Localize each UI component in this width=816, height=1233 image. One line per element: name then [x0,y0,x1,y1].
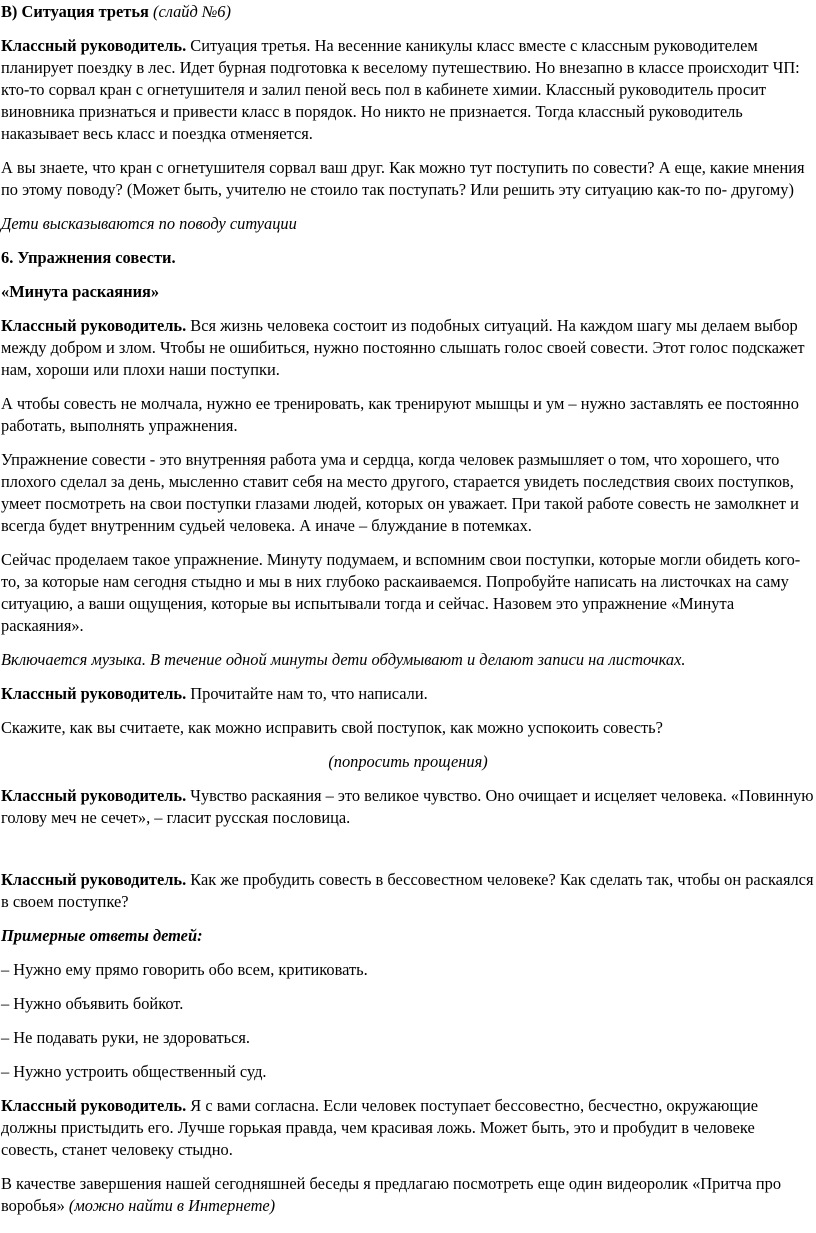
situation-heading [1,1,815,23]
paragraph-agree [1,1095,815,1161]
paragraph-situation [1,35,815,145]
paragraph-text: Чувство раскаяния – это великое чувство. Оно очищает и исцеляет человека. «Повинную голову меч не сечет», – гласит русская пословица. [1,786,814,827]
paragraph-text: В качестве завершения нашей сегодняшней беседы я предлагаю посмотреть еще один видеоролик «Притча про воробья» [1,1174,782,1215]
paragraph-text: Как же пробудить совесть в бессовестном человеке? Как сделать так, чтобы он раскаялся в своем поступке? [1,870,814,911]
paragraph-exercise-definition: Упражнение совести - это внутренняя работа ума и сердца, когда человек размышляет о том, что хорошего, что плохого сделал за день, мысленно ставит себя на место другого, старается увидеть последствия своих поступков, умеет посмотреть на свои поступки глазами людей, которых он уважает. При такой работе совесть не замолкнет и всегда будет внутренним судьей человека. А иначе – блуждание в потемках. [1,450,799,535]
paragraph-conclusion [1,1173,815,1217]
paragraph-children-discuss: Дети высказываются по поводу ситуации [1,214,297,233]
paragraph-life-situations [1,315,815,381]
paragraph-how-to-fix: Скажите, как вы считаете, как можно исправить свой поступок, как можно успокоить совесть? [1,718,663,737]
paragraph-repentance [1,785,815,829]
answers-title: Примерные ответы детей: [1,926,203,945]
section-title-exercises: 6. Упражнения совести. [1,248,176,267]
answer-item: – Нужно ему прямо говорить обо всем, критиковать. [1,960,368,979]
speaker-label: Классный руководитель. [1,786,187,805]
paragraph-train-conscience: А чтобы совесть не молчала, нужно ее тренировать, как тренируют мышцы и ум – нужно заставлять ее постоянно работать, выполнять упражнения. [1,394,799,435]
answer-item: – Нужно объявить бойкот. [1,994,184,1013]
speaker-label: Классный руководитель. [1,1096,187,1115]
answer-item: – Не подавать руки, не здороваться. [1,1028,250,1047]
paragraph-ask-forgiveness: (попросить прощения) [328,752,488,771]
paragraph-text: Вся жизнь человека состоит из подобных ситуаций. На каждом шагу мы делаем выбор между добром и злом. Чтобы не ошибиться, нужно постоянно слышать голос своей совести. Этот голос подскажет нам, хороши или плохи наши поступки. [1,316,805,379]
internet-note: (можно найти в Интернете) [64,1196,276,1215]
answer-item: – Нужно устроить общественный суд. [1,1062,267,1081]
speaker-label: Классный руководитель. [1,36,187,55]
heading-bold: В) Ситуация третья [1,2,149,21]
paragraph-question: А вы знаете, что кран с огнетушителя сорвал ваш друг. Как можно тут поступить по совести? А еще, какие мнения по этому поводу? (Может быть, учителю не стоило так поступать? Или решить эту ситуацию как-то по- другому) [1,158,805,199]
heading-slide-note: (слайд №6) [152,2,231,21]
paragraph-text: Я с вами согласна. Если человек поступает бессовестно, бесчестно, окружающие должны пристыдить его. Лучше горькая правда, чем красивая ложь. Может быть, это и пробудит в человеке совесть, станет человеку стыдно. [1,1096,759,1159]
paragraph-exercise-instructions: Сейчас проделаем такое упражнение. Минуту подумаем, и вспомним свои поступки, которые могли обидеть кого-то, за которые нам сегодня стыдно и мы в них глубоко раскаиваемся. Попробуйте написать на листочках на саму ситуацию, а ваши ощущения, которые вы испытывали тогда и сейчас. Назовем это упражнение «Минута раскаяния». [1,550,801,635]
paragraph-awaken-conscience [1,869,815,913]
section-title-minute: «Минута раскаяния» [1,282,160,301]
speaker-label: Классный руководитель. [1,316,187,335]
speaker-label: Классный руководитель. [1,870,187,889]
speaker-label: Классный руководитель. [1,684,187,703]
paragraph-read-aloud [1,683,815,705]
paragraph-music-note: Включается музыка. В течение одной минуты дети обдумывают и делают записи на листочках. [1,650,686,669]
blank-spacer [1,841,815,869]
paragraph-text: Прочитайте нам то, что написали. [186,684,428,703]
paragraph-text: Ситуация третья. На весенние каникулы класс вместе с классным руководителем планирует поездку в лес. Идет бурная подготовка к веселому путешествию. Но внезапно в классе происходит ЧП: кто-то сорвал кран с огнетушителя и залил пеной весь пол в кабинете химии. Классный руководитель просит виновника признаться и привести класс в порядок. Но никто не признается. Тогда классный руководитель наказывает весь класс и поездка отменяется. [1,36,800,143]
